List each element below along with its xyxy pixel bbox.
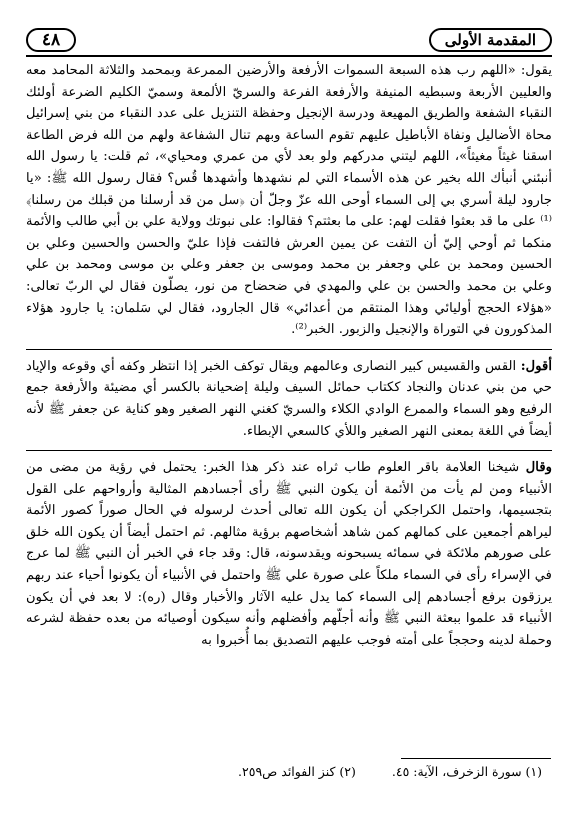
page-number: ٤٨ [26,28,76,52]
paragraph-3-text: شيخنا العلامة باقر العلوم طاب ثراه عند ذكر هذا الخبر: يحتمل في رؤية من مضى من الأنبياء ومن لم يأت من الأئمة أن يكون النبي ﷺ رأى أجسادهم المثالية وأرواحهم على القول بتجسيمها، واحتمل الكراجكي أن يكون الله تعالى أحدث لرسوله في الحال صوراً كصور الأئمة ليراهم أجمعين على كمالهم كمن شاهد أشخاصهم برؤية مثالهم. ثم احتمل أيضاً أن يكون الله خلق على صورهم ملائكة في سمائه يسبحونه ويقدسونه، قال: وقد جاء في الخبر أن النبي ﷺ لما عرج في الإسراء رأى في السماء ملكاً على صورة علي ﷺ واحتمل في الأنبياء أن يكونوا أحياء عند ربهم يرزقون برفع أجسادهم إلى السماء كما يدل عليه الآثار والأخبار وقال (ره): لا بعد في أن يكون الأنبياء قد علموا ببعثة النبي ﷺ وأنه أجلّهم وأفضلهم وأنه سيكون أوصيائه من بعده حفظة لشرعه وحملة لدينه وحججاً على أمته فوجب عليهم التصديق بما أُخبروا به [26,460,552,648]
chapter-title: المقدمة الأولى [429,28,552,52]
header-divider [26,55,552,57]
section-divider [26,349,552,350]
paragraph-1-text: يقول: «اللهم رب هذه السبعة السموات الأرفعة والأرضين الممرعة وبمحمد والثلاثة المحامد معه والعليين الأربعة وسبطيه المنيفة والأرفعة الفرعة والسريّ الألمعة وسميّ الكليم الضرعة أولئك النقباء الشفعة والطريق المهيعة ودرسة الإنجيل وحفظة التنزيل على عدد النقباء من بني إسرائيل محاة الأضاليل ونفاة الأباطيل عليهم تقوم الساعة وبهم تنال الشفاعة ولهم من الله فرض الطاعة اسقنا غيثاً مغيثاً»، اللهم ليتني مدركهم ولو بعد لأي من عمري ومحياي»، ثم قلت: يا رسول الله أنبئني أنبأك الله بخير عن هذه الأسماء التي لم نشهدها وأشهدها قُس؟ فقال رسول الله ﷺ: «يا جارود ليلة أسري بي إلى السماء أوحى الله عزّ وجلّ أن ﴿سل من قد أرسلنا من قبلك من رسلنا﴾⁽¹⁾ على ما قد بعثوا فقلت لهم: على ما بعثتم؟ فقالوا: على نبوتك وولاية علي بن أبي طالب والأئمة منكما ثم أوحي إليّ أن التفت عن يمين العرش فالتفت فإذا عليّ والحسن والحسين وعلي بن الحسين ومحمد بن علي وجعفر بن محمد وموسى بن جعفر وعلي بن موسى ومحمد بن علي وعلي بن محمد والحسن بن علي والمهدي في ضحضاح من نور، يصلّون فقال لي الربّ تعالى: «هؤلاء الحجج أوليائي وهذا المنتقم من أعدائي» قال الجارود، فقال لي سَلمان: يا جارود هؤلاء المذكورون في التوراة والإنجيل والزبور. الخبر⁽²⁾. [26,63,552,338]
footnote-divider [401,758,551,759]
page-header [26,27,552,53]
paragraph-3-lead: وقال [525,460,552,476]
section-divider-2 [26,450,552,451]
paragraph-2-text: القس والقسيس كبير النصارى وعالمهم ويقال توكف الخبر إذا انتظر وكفه أي وقوعه والإياد حي من بني عدنان والنجاد ككتاب حمائل السيف وليلة إضحيانة بالكسر أي مضيئة والأرفعة جمع الرفيع وهو السماء والممرع الوادي الكلاء والسريّ كغني النهر الصغير وهو كناية عن جعفر ﷺ لأنه أيضاً في اللغة بمعنى النهر الصغير واللأي كالسعي الإبطاء. [26,358,552,439]
paragraph-2 [26,356,552,442]
body-text [26,60,552,750]
paragraph-3 [26,457,552,651]
footnote-1: (١) سورة الزخرف، الآية: ٤٥. [391,764,542,779]
paragraph-1 [26,60,552,341]
footnote-2: (٢) كنز الفوائد ص٢٥٩. [238,764,356,779]
paragraph-2-lead: أقول: [520,358,552,374]
footnotes [26,764,552,784]
